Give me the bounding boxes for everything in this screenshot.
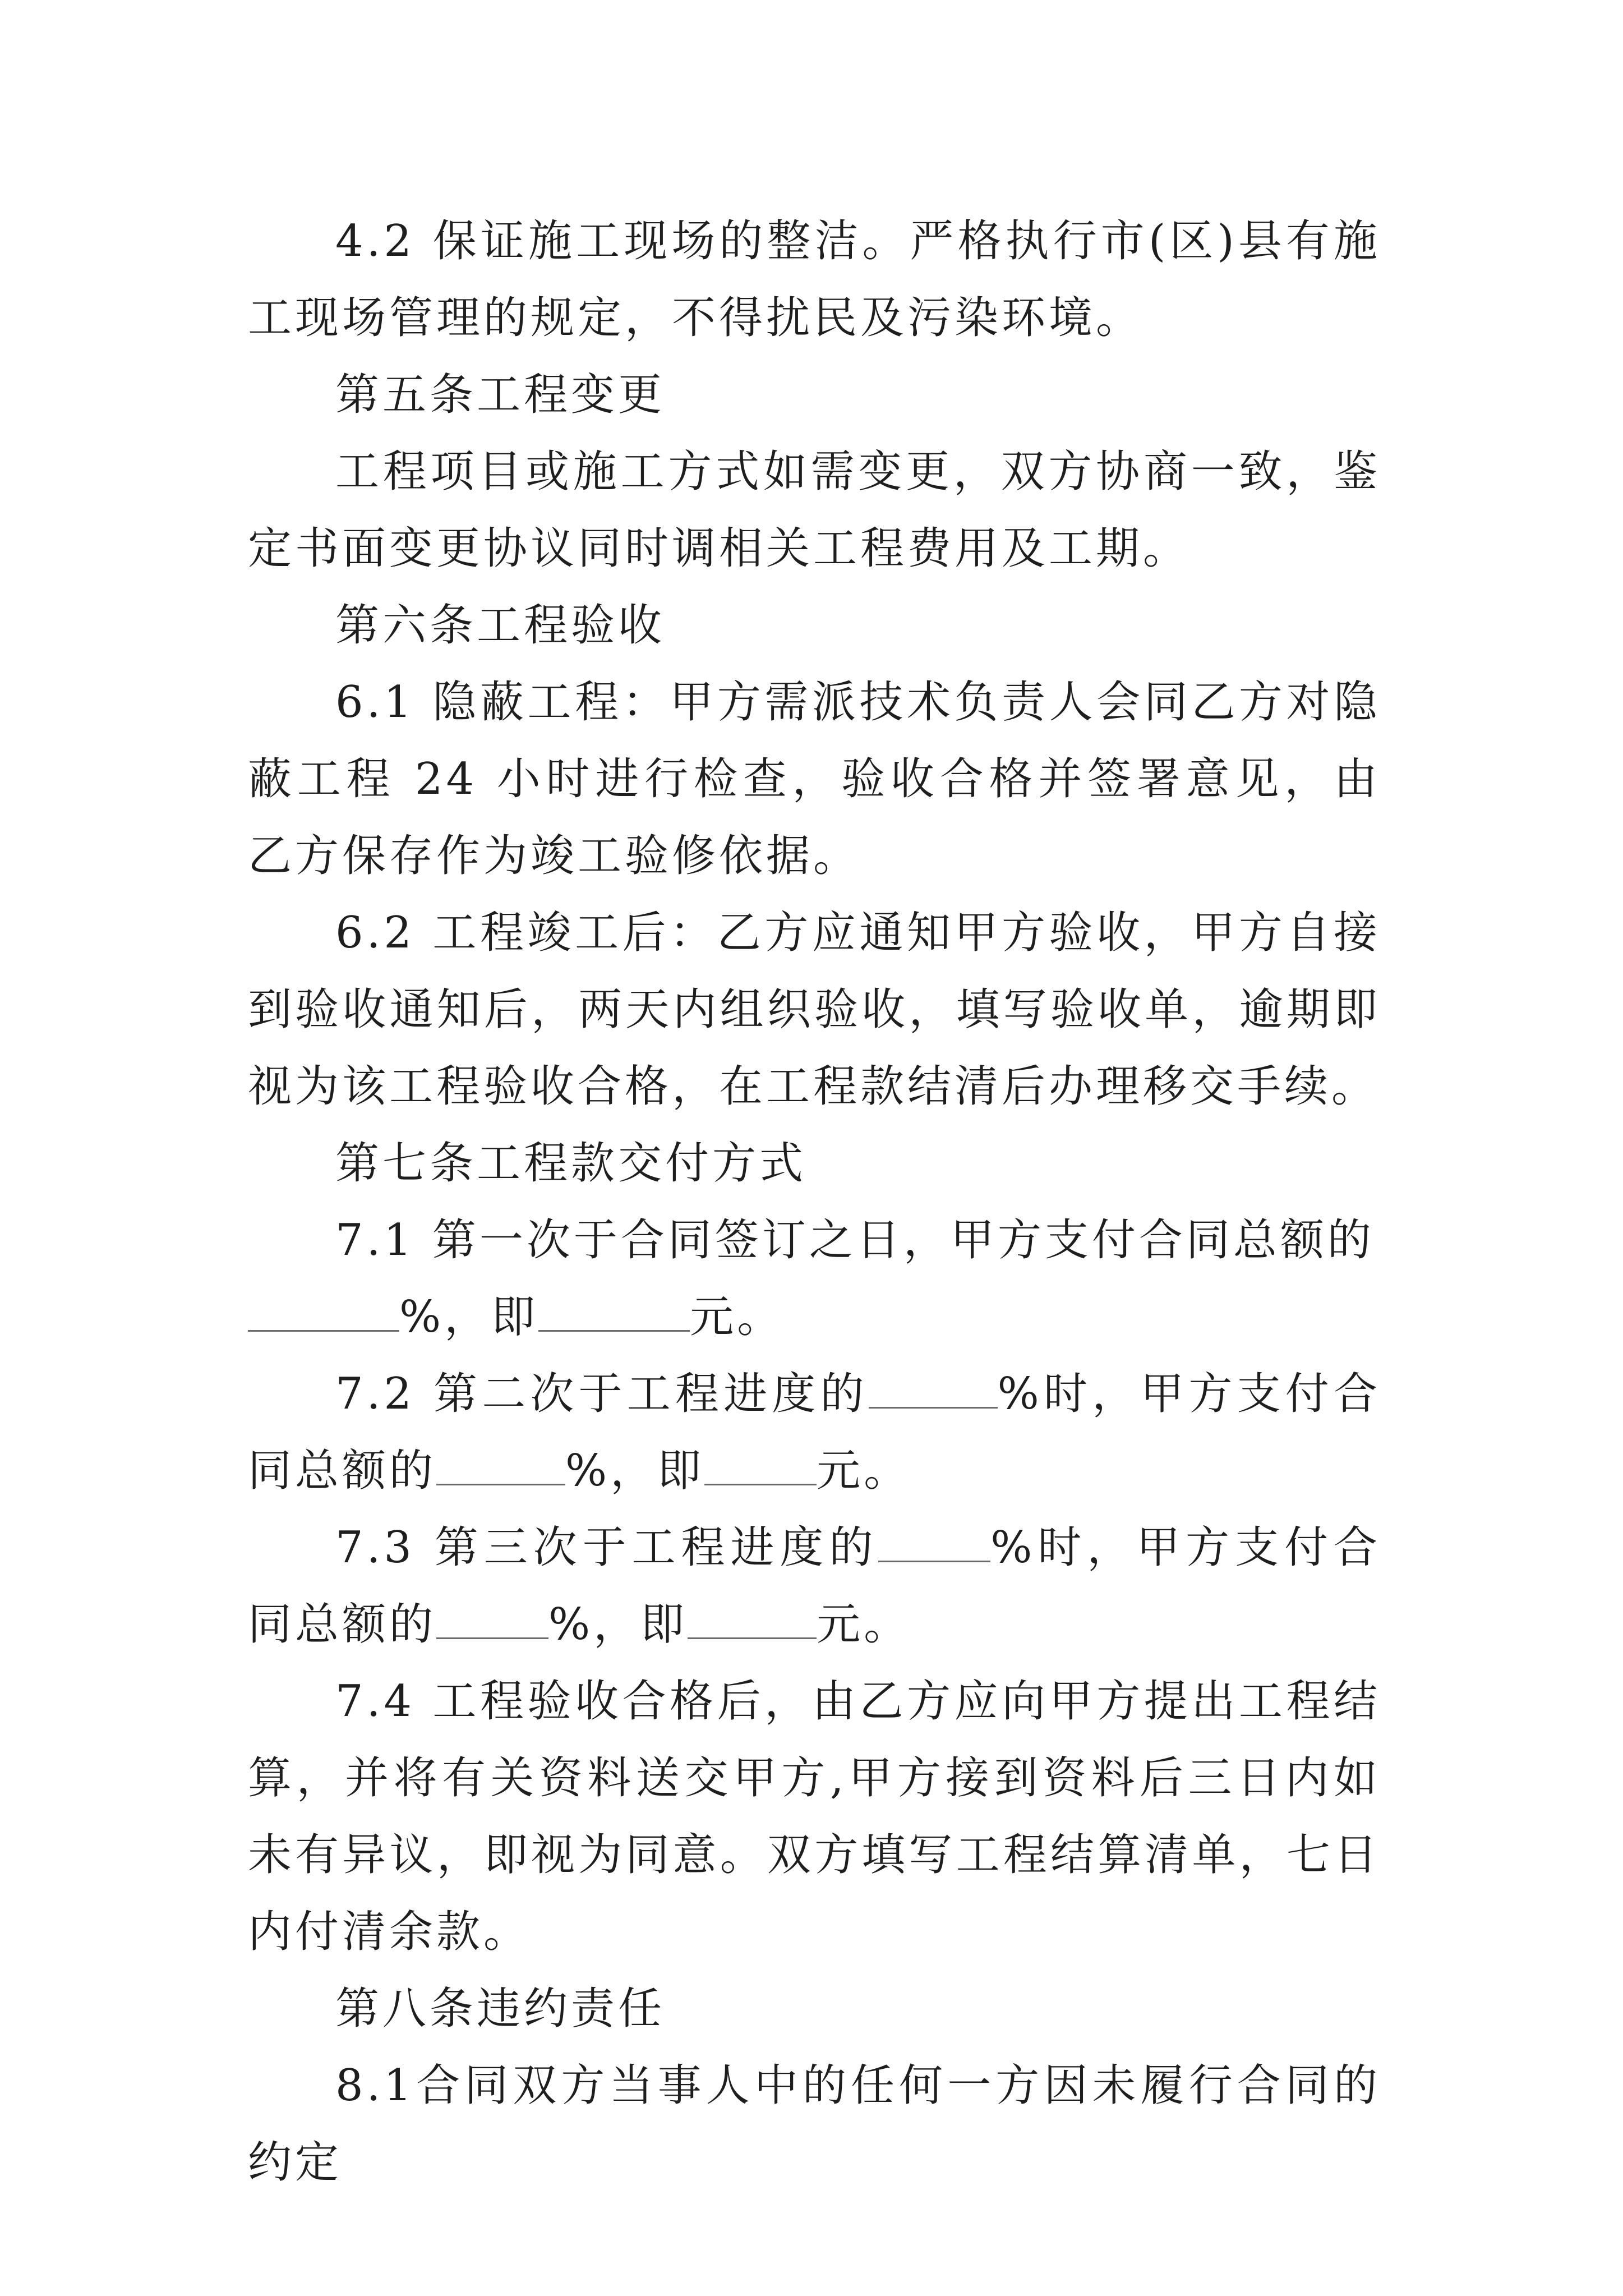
paragraph-7-1 <box>248 1202 1381 1356</box>
paragraph-7-3-text-b: %时，甲方支付合同总额的 <box>248 1522 1381 1650</box>
blank-field <box>704 1449 817 1485</box>
document-body <box>248 203 1381 2201</box>
blank-field <box>436 1603 548 1639</box>
paragraph-7-2-text-b: %时，甲方支付合同总额的 <box>248 1369 1381 1496</box>
heading-article-5: 第五条工程变更 <box>335 370 666 420</box>
paragraph-7-4: 7.4 工程验收合格后，由乙方应向甲方提出工程结算，并将有关资料送交甲方,甲方接到资料后三日内如未有异议，即视为同意。双方填写工程结算清单，七日内付清余款。 <box>248 1676 1381 1957</box>
paragraph-7-1-text-b: %，即 <box>399 1292 539 1342</box>
blank-field <box>248 1295 399 1332</box>
blank-field <box>436 1449 565 1485</box>
paragraph-7-2 <box>248 1356 1381 1510</box>
paragraph-7-3-text-d: 元。 <box>817 1599 911 1650</box>
paragraph-8-1: 8.1合同双方当事人中的任何一方因未履行合同的约定 <box>248 2060 1381 2188</box>
paragraph-5: 工程项目或施工方式如需变更，双方协商一致，鉴定书面变更协议同时调相关工程费用及工期。 <box>248 447 1381 574</box>
paragraph-7-1-text-c: 元。 <box>690 1292 785 1342</box>
blank-field <box>538 1295 690 1332</box>
paragraph-4-2: 4.2 保证施工现场的整洁。严格执行市(区)县有施工现场管理的规定，不得扰民及污染环境。 <box>248 216 1381 343</box>
paragraph-6-2: 6.2 工程竣工后：乙方应通知甲方验收，甲方自接到验收通知后，两天内组织验收，填写验收单，逾期即视为该工程验收合格，在工程款结清后办理移交手续。 <box>248 908 1381 1112</box>
heading-article-7: 第七条工程款交付方式 <box>335 1138 807 1189</box>
paragraph-7-2-text-d: 元。 <box>817 1446 911 1496</box>
paragraph-7-3-text-c: %，即 <box>548 1599 688 1650</box>
blank-field <box>688 1603 817 1639</box>
paragraph-6-1: 6.1 隐蔽工程：甲方需派技术负责人会同乙方对隐蔽工程 24 小时进行检查，验收合格并签署意见，由乙方保存作为竣工验修依据。 <box>248 677 1381 881</box>
paragraph-7-1-text-a: 7.1 第一次于合同签订之日，甲方支付合同总额的 <box>335 1215 1375 1266</box>
paragraph-7-2-text-c: %，即 <box>565 1446 705 1496</box>
heading-article-6: 第六条工程验收 <box>335 600 666 651</box>
paragraph-7-2-text-a: 7.2 第二次于工程进度的 <box>335 1369 869 1419</box>
heading-article-8: 第八条违约责任 <box>335 1984 666 2034</box>
blank-field <box>869 1372 998 1409</box>
blank-field <box>878 1526 990 1562</box>
paragraph-7-3-text-a: 7.3 第三次于工程进度的 <box>335 1522 879 1573</box>
paragraph-7-3 <box>248 1510 1381 1663</box>
